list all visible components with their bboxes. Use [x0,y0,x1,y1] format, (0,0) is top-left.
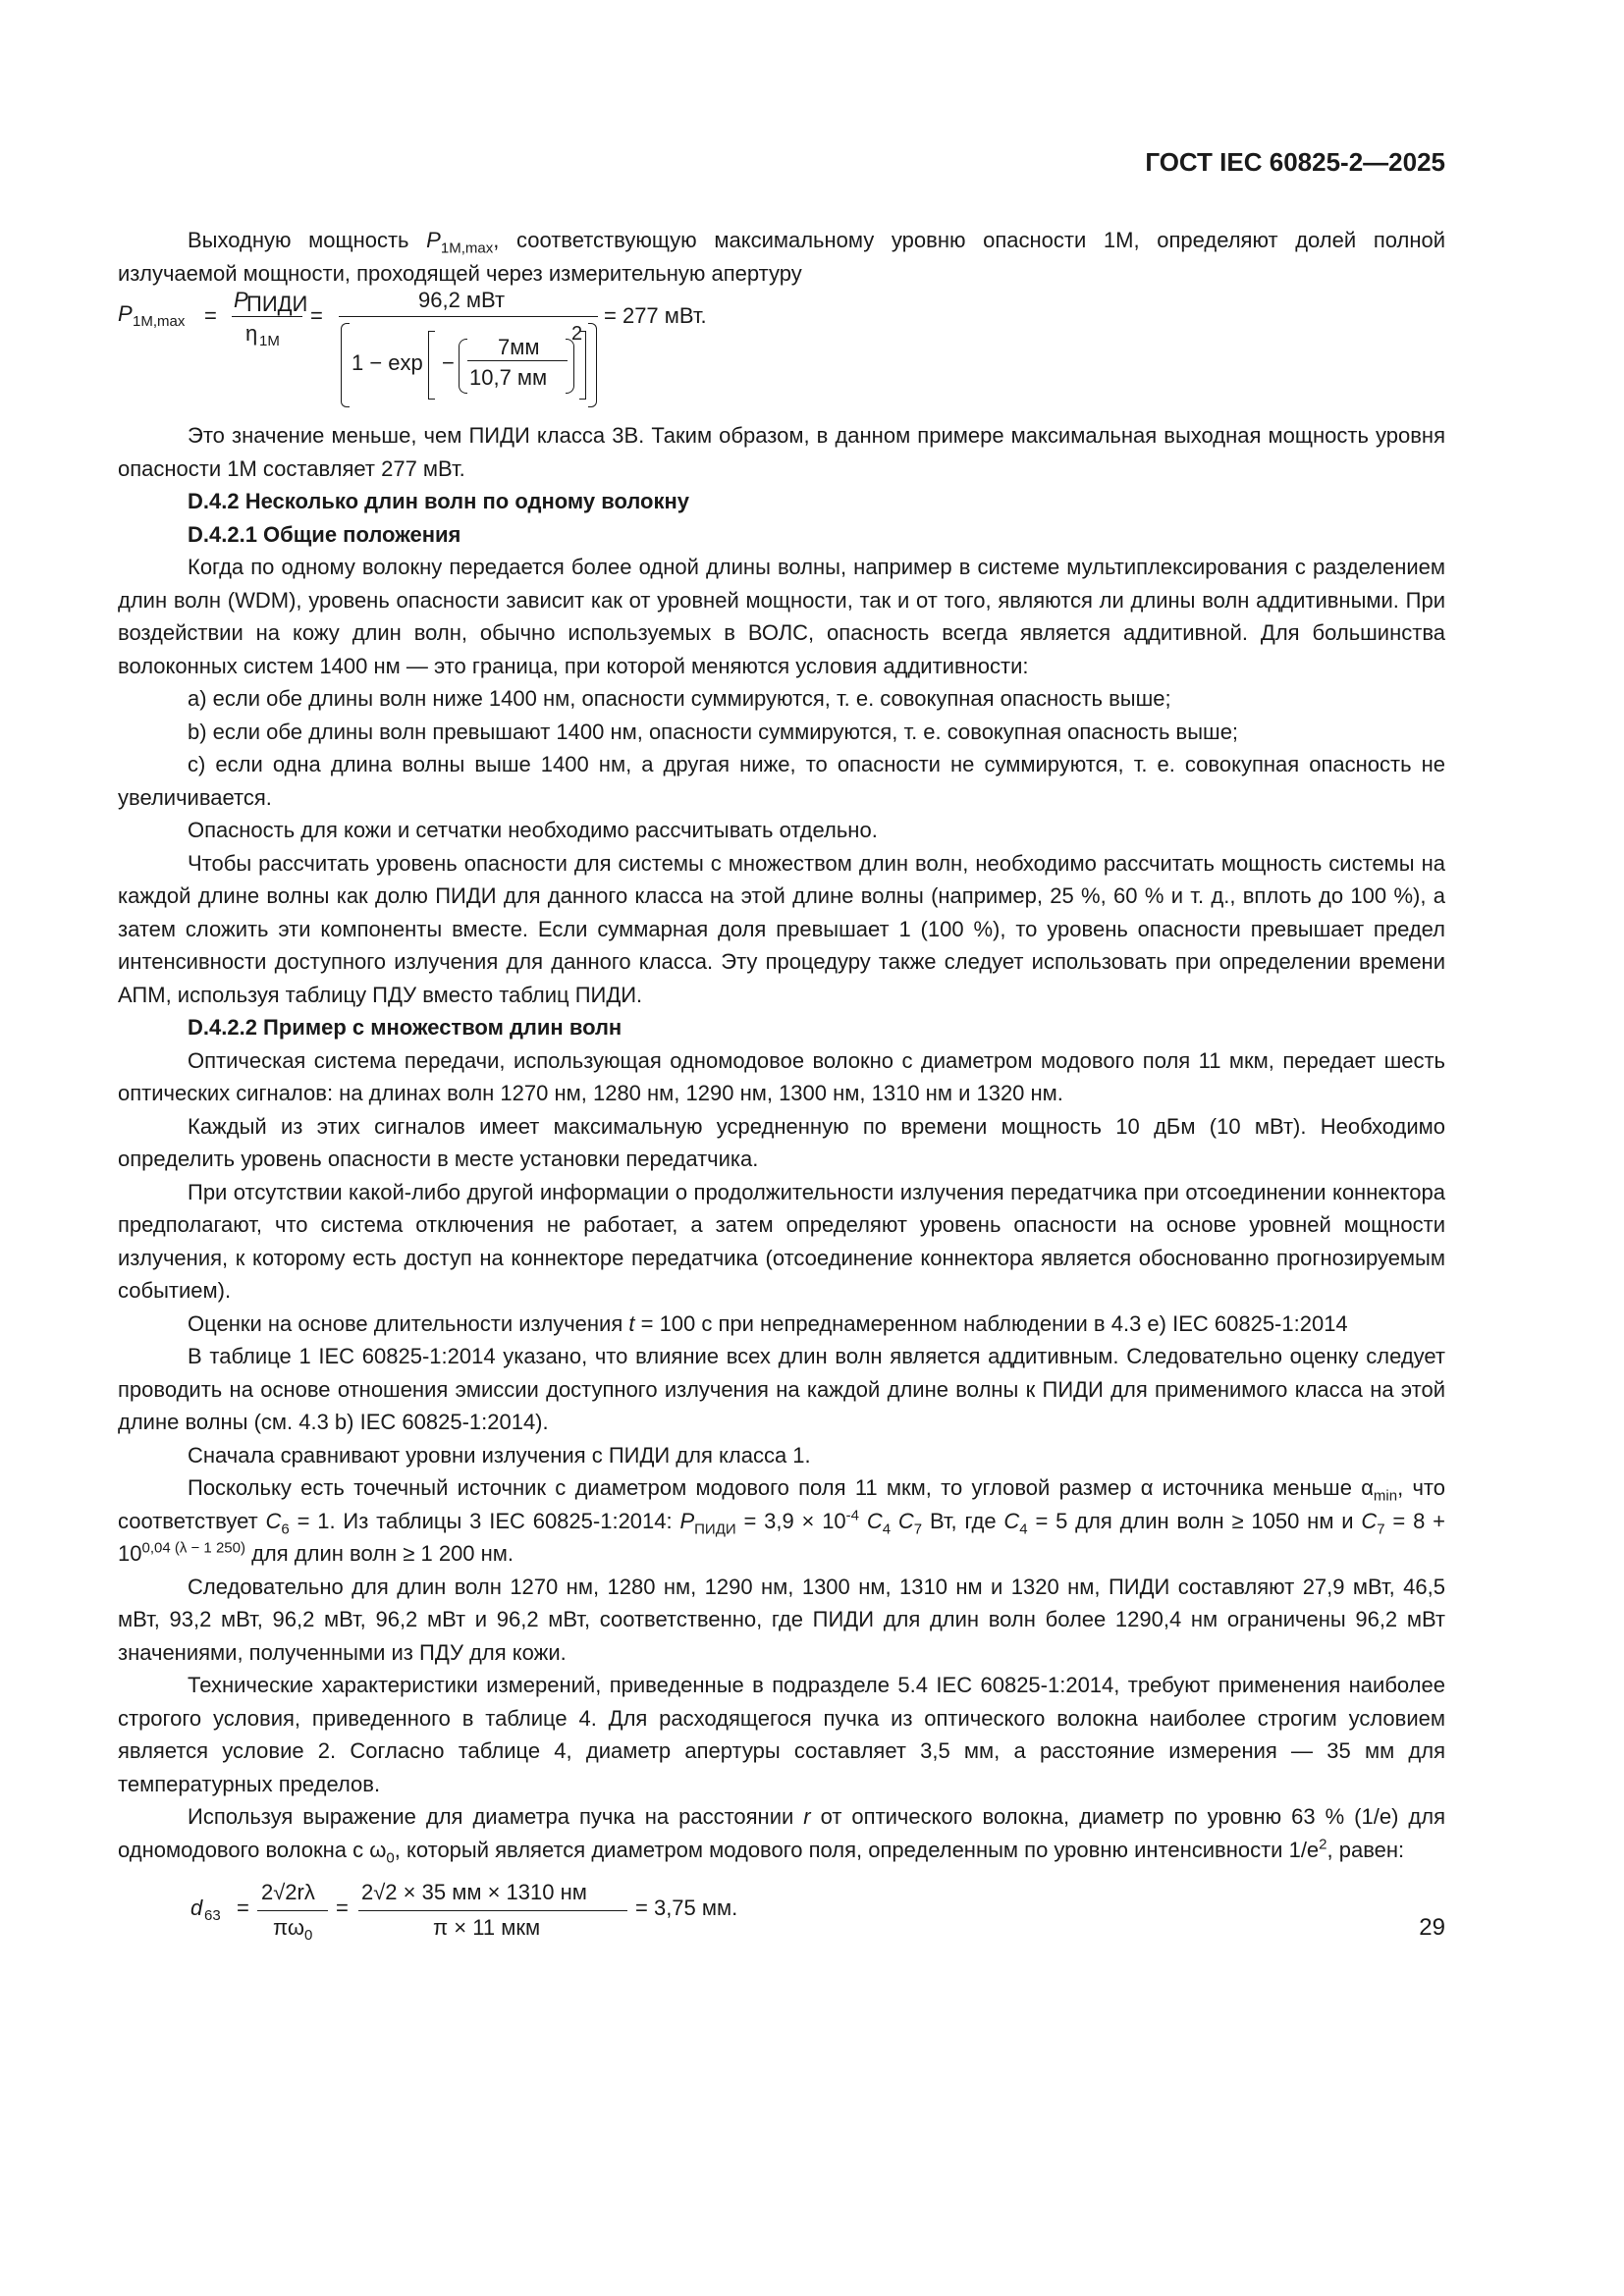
formula-d63: d 63 = 2√2rλ πω 0 = 2√2 × 35 мм × 1310 нм π × 11 мкм = 3,75 мм. [190,1880,738,1944]
paragraph-class1: Сначала сравнивают уровни излучения с ПИДИ для класса 1. [188,1442,811,1468]
page-number: 29 [1419,1914,1445,1941]
heading-d421: D.4.2.1 Общие положения [188,521,461,547]
paragraph-system: Оптическая система передачи, использующая одномодовое волокно с диаметром модового поля 11 мкм, передает шесть оптических сигналов: на длинах волн 1270 нм, 1280 нм, 1290 нм, 1300 нм, 1310 нм и 1320 нм. [118,1047,1445,1105]
document-id: ГОСТ IEC 60825-2—2025 [1145,147,1445,177]
paragraph-measurement: Технические характеристики измерений, приведенные в подразделе 5.4 IEC 60825-1:2014, требуют применения наиболее строгого условия, приведенного в таблице 4. Для расходящегося пучка из оптического волокна наиболее строгим условием является условие 2. Согласно таблице 4, диаметр апертуры составляет 3,5 мм, а расстояние измерения — 35 мм для температурных пределов. [118,1673,1445,1796]
document-body [118,224,1445,1945]
list-item: b) если обе длины волн превышают 1400 нм, опасности суммируются, т. е. совокупная опасность выше; [188,719,1239,744]
paragraph-signal-power: Каждый из этих сигналов имеет максимальную усредненную по времени мощность 10 дБм (10 мВт). Необходимо определить уровень опасности в месте установки передатчика. [118,1113,1445,1171]
paragraph-additive: В таблице 1 IEC 60825-1:2014 указано, что влияние всех длин волн является аддитивным. Следовательно оценку следует проводить на основе отношения эмиссии доступного излучения на каждой длине волны к ПИДИ для применимого класса на этой длине волны (см. 4.3 b) IEC 60825-1:2014). [118,1344,1445,1434]
formula-p1m-max: P 1M,max = P ПИДИ η 1M = 96,2 мВт 1 − exp − 7мм 10,7 мм 2 = 277 мВт. [118,292,1445,411]
paragraph-multi-wavelength: Чтобы рассчитать уровень опасности для системы с множеством длин волн, необходимо рассчитать мощность системы на каждой длине волны как долю ПИДИ для данного класса на этой длине волны (например, 25 %, 60 % и т. д., вплоть до 100 %), а затем сложить эти компоненты вместе. Если суммарная доля превышает 1 (100 %), то уровень опасности превышает предел интенсивности доступного излучения для данного класса. Эту процедуру также следует использовать при определении времени АПМ, используя таблицу ПДУ вместо таблиц ПИДИ. [118,850,1445,1007]
paragraph-wdm: Когда по одному волокну передается более одной длины волны, например в системе мультиплексирования с разделением длин волн (WDM), уровень опасности зависит как от уровней мощности, так и от того, являются ли длины волн аддитивными. При воздействии на кожу длин волн, обычно используемых в ВОЛС, опасность всегда является аддитивной. Для большинства волоконных систем 1400 нм — это граница, при которой меняются условия аддитивности: [118,555,1445,678]
document-page [118,0,1445,2296]
paragraph-output-power: Выходную мощность $P_{1M,max}$, соответствующую максимальному уровню опасности 1М, определяют долей полной излучаемой мощности, проходящей через измерительную апертуру [118,228,1445,286]
list-item: a) если обе длины волн ниже 1400 нм, опасности суммируются, т. е. совокупная опасность выше; [188,686,1171,711]
paragraph-beam-diameter: Используя выражение для диаметра пучка на расстоянии r от оптического волокна, диаметр по уровню 63 % (1/e) для одномодового волокна с $\omega_0$, который является диаметром модового поля, определенным по уровню интенсивности $1/e^2$, равен: [118,1804,1445,1866]
heading-d422: D.4.2.2 Пример с множеством длин волн [188,1015,623,1040]
heading-d42: D.4.2 Несколько длин волн по одному волокну [188,489,690,513]
paragraph-duration: Оценки на основе длительности излучения t = 100 с при непреднамеренном наблюдении в 4.3 е) IEC 60825-1:2014 [188,1310,1348,1336]
paragraph-point-source: Поскольку есть точечный источник с диаметром модового поля 11 мкм, то угловой размер α источника меньше $\alpha_{min}$, что соответствует $C_6 = 1$. Из таблицы 3 IEC 60825-1:2014: $P_{ПИДИ} = 3,9 \times 10^{-4}$ $C_4$ $C_7$ Вт, где $C_4 = 5$ для длин волн ≥ 1050 нм и $C_7 = 8 + 10^{0,04 (\lambda - 1 250)}$ для длин волн ≥ 1 200 нм. [118,1475,1445,1566]
paragraph-class-3b: Это значение меньше, чем ПИДИ класса 3В. Таким образом, в данном примере максимальная выходная мощность уровня опасности 1М составляет 277 мВт. [118,423,1445,481]
paragraph-disconnect: При отсутствии какой-либо другой информации о продолжительности излучения передатчика при отсоединении коннектора предполагают, что система отключения не работает, а затем определяют уровень опасности на основе уровней мощности излучения, к которому есть доступ на коннекторе передатчика (отсоединение коннектора является обоснованно прогнозируемым событием). [118,1179,1445,1303]
paragraph-skin-retina: Опасность для кожи и сетчатки необходимо рассчитывать отдельно. [188,818,878,842]
list-item: c) если одна длина волны выше 1400 нм, а другая ниже, то опасности не суммируются, т. е. совокупная опасность не увеличивается. [118,752,1445,810]
paragraph-aels: Следовательно для длин волн 1270 нм, 1280 нм, 1290 нм, 1300 нм, 1310 нм и 1320 нм, ПИДИ составляют 27,9 мВт, 46,5 мВт, 93,2 мВт, 96,2 мВт, 96,2 мВт и 96,2 мВт, соответственно, где ПИДИ для длин волн более 1290,4 нм ограничены 96,2 мВт значениями, полученными из ПДУ для кожи. [118,1574,1445,1665]
